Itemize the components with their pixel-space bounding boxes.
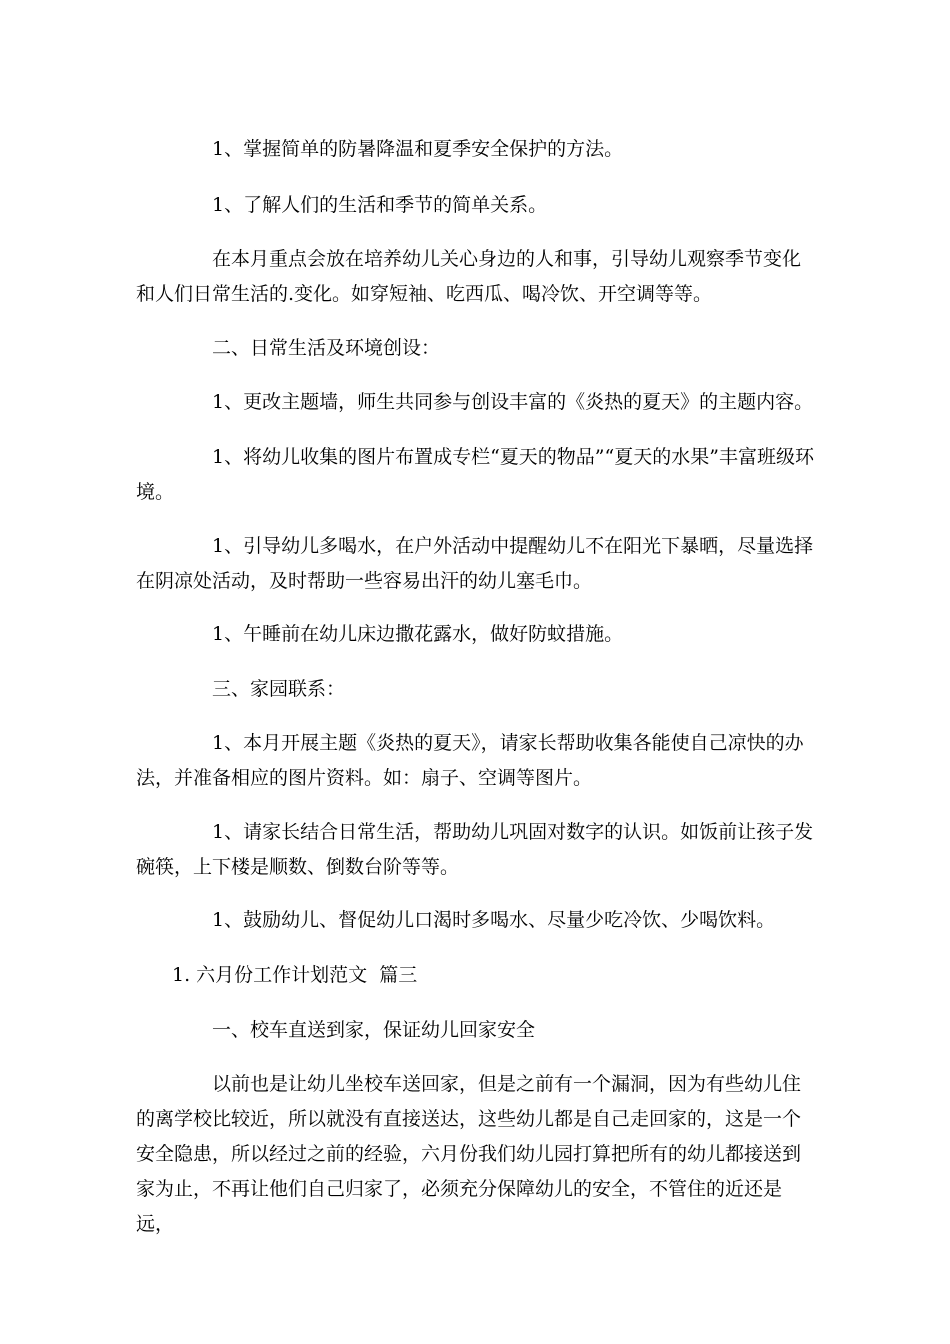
paragraph-encourage-water: 1、鼓励幼儿、督促幼儿口渴时多喝水、尽量少吃冷饮、少喝饮料。 [212,909,776,931]
paragraph-monthly-focus: 在本月重点会放在培养幼儿关心身边的人和事，引导幼儿观察季节变化和人们日常生活的.变化。如穿短袖、吃西瓜、喝冷饮、开空调等等。 [136,248,802,305]
section-heading-daily-life: 二、日常生活及环境创设： [212,337,441,359]
paragraph-theme-activity: 1、本月开展主题《炎热的夏天》，请家长帮助收集各能使自己凉快的办法，并准备相应的图片资料。如：扇子、空调等图片。 [136,732,804,789]
section-heading-school-bus: 一、校车直送到家，保证幼儿回家安全 [212,1019,536,1041]
paragraph-theme-wall: 1、更改主题墙，师生共同参与创设丰富的《炎热的夏天》的主题内容。 [212,391,814,413]
paragraph-photo-column: 1、将幼儿收集的图片布置成专栏“夏天的物品”“夏天的水果”丰富班级环境。 [136,446,814,503]
paragraph-school-bus-detail: 以前也是让幼儿坐校车送回家，但是之前有一个漏洞，因为有些幼儿住的离学校比较近，所以就没有直接送达，这些幼儿都是自己走回家的，这是一个安全隐患，所以经过之前的经验，六月份我们幼儿园打算把所有的幼儿都接送到家为止，不再让他们自己归家了，必须充分保障幼儿的安全，不管住的近还是远， [136,1073,802,1235]
paragraph-summer-safety: 1、掌握简单的防暑降温和夏季安全保护的方法。 [212,138,624,160]
paragraph-number-practice: 1、请家长结合日常生活，帮助幼儿巩固对数字的认识。如饭前让孩子发碗筷，上下楼是顺数、倒数台阶等等。 [136,821,814,878]
article-heading-part-three: 1. 六月份工作计划范文 篇三 [172,964,418,986]
section-heading-home-school: 三、家园联系： [212,678,346,700]
paragraph-seasons: 1、了解人们的生活和季节的简单关系。 [212,194,548,216]
paragraph-drink-water: 1、引导幼儿多喝水，在户外活动中提醒幼儿不在阳光下暴晒，尽量选择在阴凉处活动，及时帮助一些容易出汗的幼儿塞毛巾。 [136,535,814,592]
paragraph-nap-prep: 1、午睡前在幼儿床边撒花露水，做好防蚊措施。 [212,623,624,645]
